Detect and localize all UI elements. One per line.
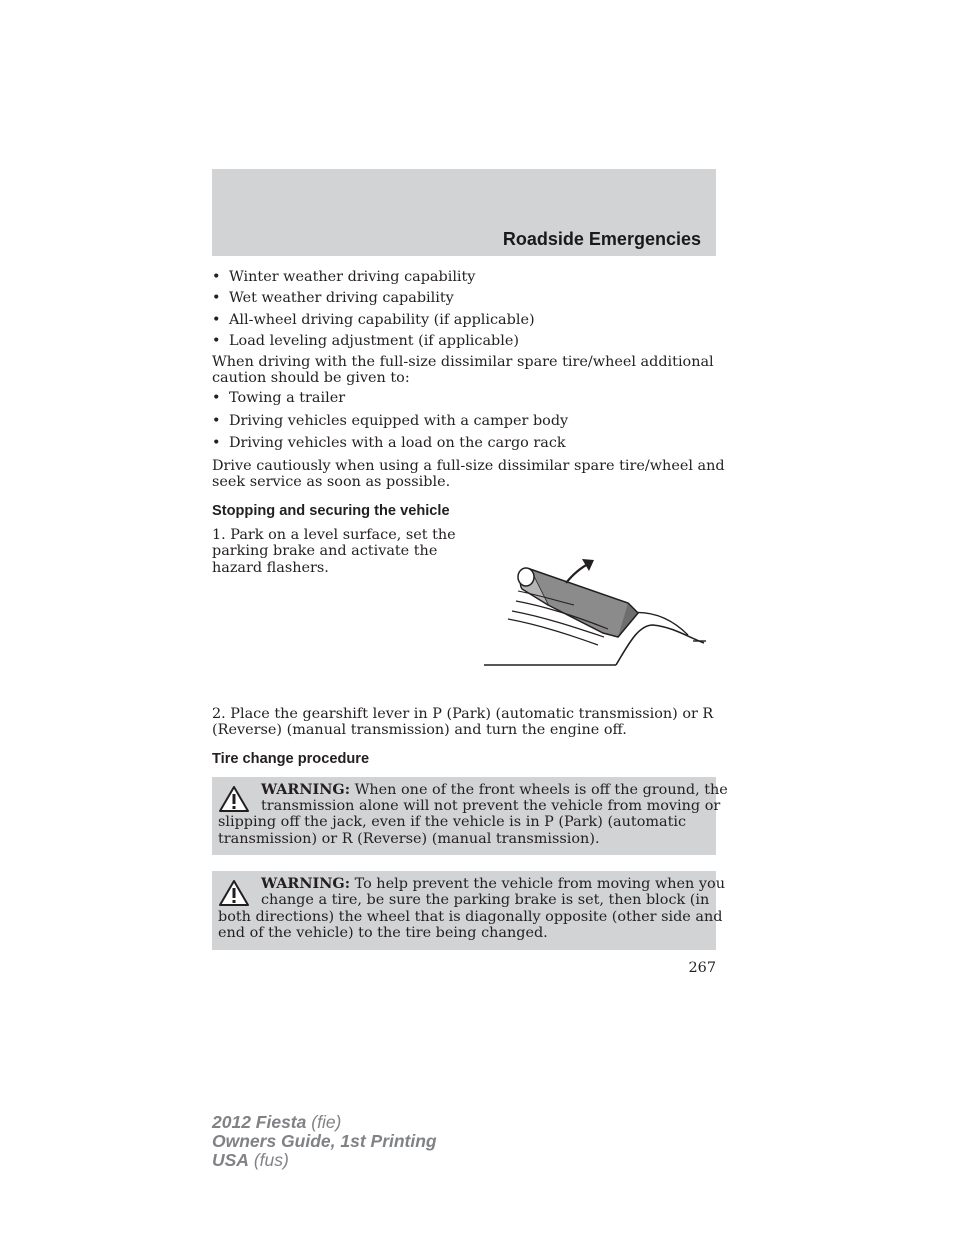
warning-label: WARNING:	[261, 781, 351, 798]
section-title: Roadside Emergencies	[502, 229, 701, 249]
list-item: • All-wheel driving capability (if applicable)	[212, 312, 535, 328]
list-item: • Winter weather driving capability	[212, 269, 476, 285]
step1-line: hazard flashers.	[212, 560, 329, 576]
footer-model-code: (fie)	[311, 1112, 342, 1132]
footer-model: 2012 Fiesta	[212, 1112, 307, 1132]
section-header-band	[212, 169, 716, 256]
step2-line: (Reverse) (manual transmission) and turn the engine off.	[212, 722, 627, 738]
list-item: • Driving vehicles equipped with a camper body	[212, 413, 569, 429]
page-number: 267	[688, 960, 716, 976]
step2-line: 2. Place the gearshift lever in P (Park) (automatic transmission) or R	[212, 706, 714, 722]
subsection-heading-stopping: Stopping and securing the vehicle	[212, 503, 450, 519]
subsection-heading-tire-change: Tire change procedure	[212, 751, 370, 767]
document-footer	[212, 1113, 437, 1170]
list-item: • Wet weather driving capability	[212, 290, 454, 306]
footer-market: USA	[212, 1150, 249, 1170]
footer-guide: Owners Guide, 1st Printing	[212, 1131, 437, 1151]
list-item: • Load leveling adjustment (if applicable)	[212, 333, 519, 349]
list-item: • Towing a trailer	[212, 390, 346, 406]
step1-line: 1. Park on a level surface, set the	[212, 527, 456, 543]
footer-market-code: (fus)	[253, 1150, 289, 1170]
paragraph-line: When driving with the full-size dissimilar spare tire/wheel additional	[212, 354, 714, 370]
list-item: • Driving vehicles with a load on the cargo rack	[212, 435, 566, 451]
paragraph-line: Drive cautiously when using a full-size dissimilar spare tire/wheel and	[212, 458, 725, 474]
step1-line: parking brake and activate the	[212, 543, 438, 559]
warning-triangle-icon	[218, 879, 250, 907]
parking-brake-illustration	[478, 555, 710, 670]
warning-label: WARNING:	[261, 875, 351, 892]
paragraph-line: caution should be given to:	[212, 370, 410, 386]
paragraph-line: seek service as soon as possible.	[212, 474, 451, 490]
warning-triangle-icon	[218, 785, 250, 813]
